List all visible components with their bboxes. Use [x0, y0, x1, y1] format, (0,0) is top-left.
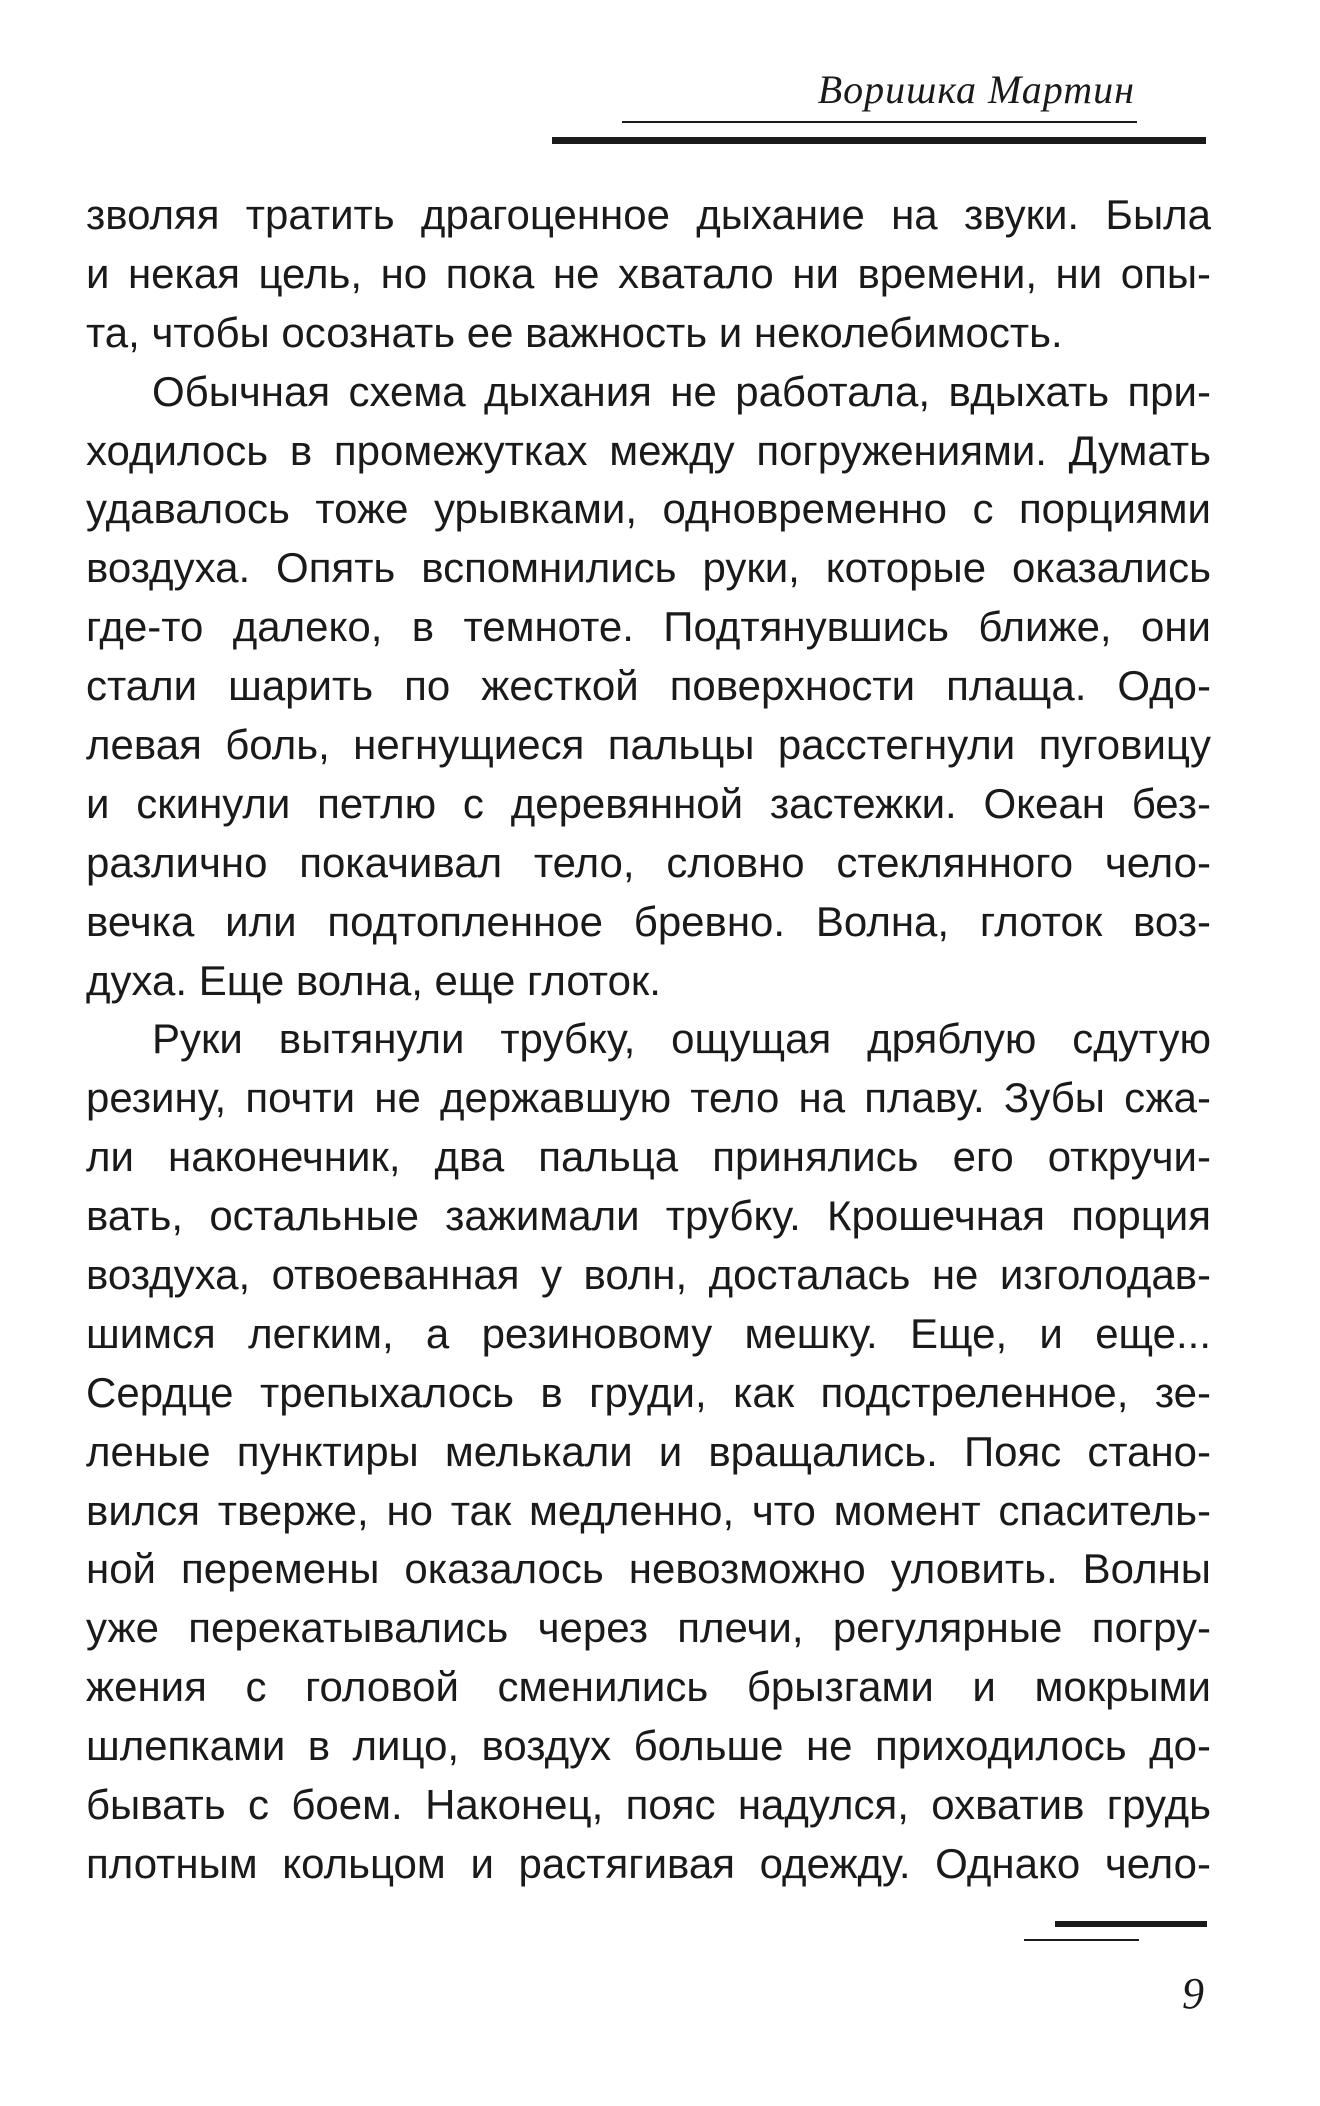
text-line: ли наконечник, два пальца принялись его откручи-	[86, 1133, 1211, 1181]
text-line: плотным кольцом и растягивая одежду. Однако чело-	[86, 1839, 1211, 1887]
text-line: духа. Еще волна, еще глоток.	[86, 956, 661, 1004]
text-line: ходилось в промежутках между погружениями. Думать	[86, 426, 1211, 474]
footer-rule-thick	[1055, 1921, 1207, 1927]
running-header-title: Воришка Мартин	[817, 67, 1135, 112]
header-rule-thin	[622, 121, 1137, 123]
text-line: левая боль, негнущиеся пальцы расстегнули пуговицу	[86, 721, 1211, 769]
text-line: ной перемены оказалось невозможно уловить. Волны	[86, 1545, 1211, 1593]
text-line: зволяя тратить драгоценное дыхание на звуки. Была	[86, 191, 1211, 238]
text-line: стали шарить по жесткой поверхности плаща. Одо-	[86, 662, 1211, 710]
text-line: вился тверже, но так медленно, что момент спаситель-	[86, 1486, 1211, 1534]
text-line: Сердце трепыхалось в груди, как подстреленное, зе-	[86, 1368, 1211, 1416]
header-rule-thick	[552, 137, 1206, 144]
footer-rule-thin	[1024, 1939, 1139, 1941]
text-line: где-то далеко, в темноте. Подтянувшись ближе, они	[86, 603, 1211, 651]
text-line: уже перекатывались через плечи, регулярные погру-	[86, 1604, 1211, 1652]
text-line: бывать с боем. Наконец, пояс надулся, охватив грудь	[86, 1781, 1211, 1829]
page-number: 9	[1182, 1969, 1204, 2018]
text-line: и скинули петлю с деревянной застежки. Океан без-	[86, 779, 1211, 827]
text-line: шлепками в лицо, воздух больше не приходилось до-	[86, 1722, 1211, 1770]
text-line: воздуха. Опять вспомнились руки, которые оказались	[86, 544, 1211, 592]
text-line: шимся легким, а резиновому мешку. Еще, и еще...	[86, 1309, 1211, 1357]
paragraph-first-line: Руки вытянули трубку, ощущая дряблую сдутую	[152, 1015, 1211, 1063]
text-line: удавалось тоже урывками, одновременно с порциями	[86, 485, 1211, 533]
text-line: воздуха, отвоеванная у волн, досталась не изголодав-	[86, 1251, 1211, 1299]
body-text	[86, 186, 1211, 1894]
text-line: леные пунктиры мелькали и вращались. Пояс стано-	[86, 1427, 1211, 1475]
text-line: резину, почти не державшую тело на плаву. Зубы сжа-	[86, 1074, 1211, 1122]
text-line: вечка или подтопленное бревно. Волна, глоток воз-	[86, 897, 1211, 945]
text-line: и некая цель, но пока не хватало ни времени, ни опы-	[86, 249, 1211, 297]
text-line: та, чтобы осознать ее важность и неколебимость.	[86, 308, 1063, 356]
paragraph-first-line: Обычная схема дыхания не работала, вдыхать при-	[152, 367, 1211, 415]
text-line: вать, остальные зажимали трубку. Крошечная порция	[86, 1192, 1211, 1240]
text-line: различно покачивал тело, словно стеклянного чело-	[86, 838, 1211, 886]
text-line: жения с головой сменились брызгами и мокрыми	[86, 1663, 1211, 1711]
